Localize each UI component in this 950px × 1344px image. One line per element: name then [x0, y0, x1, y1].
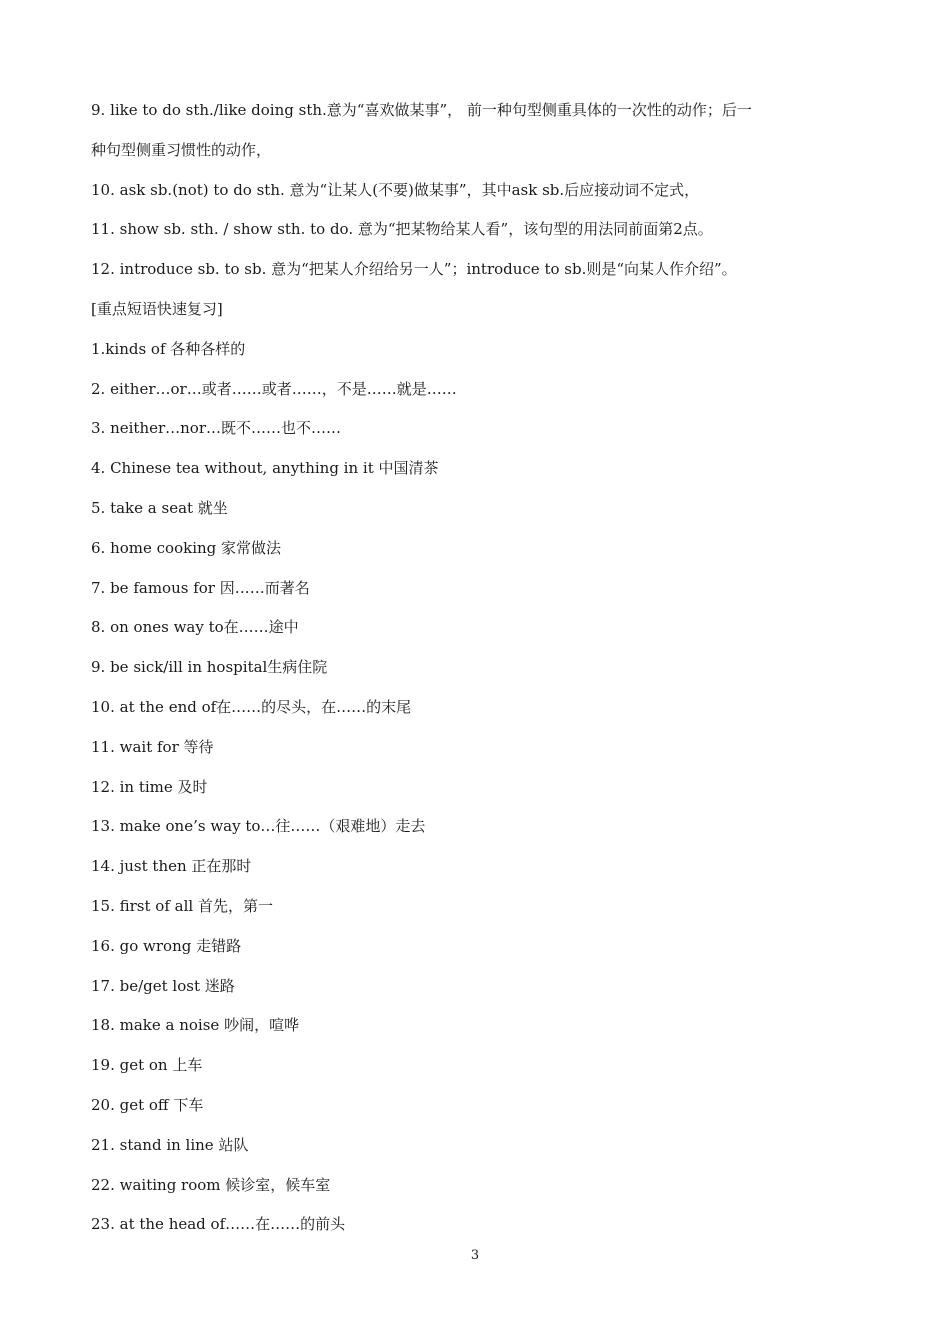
phrase-item: 15. first of all 首先，第一 [91, 896, 273, 915]
phrase-item: 21. stand in line 站队 [91, 1135, 249, 1154]
phrase-item: 19. get on 上车 [91, 1056, 203, 1075]
phrase-item: 1.kinds of 各种各样的 [91, 339, 246, 358]
phrase-item: 12. in time 及时 [91, 777, 208, 796]
phrase-item: 7. be famous for 因……而著名 [91, 578, 310, 597]
phrase-item: 4. Chinese tea without, anything in it 中国清茶 [91, 459, 439, 478]
phrase-item: 18. make a noise 吵闹，喧哗 [91, 1016, 300, 1035]
phrase-item: 22. waiting room 候诊室，候车室 [91, 1175, 331, 1194]
phrase-item: 17. be/get lost 迷路 [91, 976, 235, 995]
phrase-item: 20. get off 下车 [91, 1095, 204, 1114]
document-body [91, 96, 866, 1250]
phrase-item: 8. on ones way to在……途中 [91, 618, 299, 637]
phrase-item: 9. be sick/ill in hospital生病住院 [91, 658, 328, 677]
phrase-item: 14. just then 正在那时 [91, 857, 252, 876]
phrase-item: 13. make one’s way to…往……（艰难地）走去 [91, 817, 426, 836]
grammar-note-line: 9. like to do sth./like doing sth.意为“喜欢做某事”， 前一种句型侧重具体的一次性的动作；后一 [91, 101, 752, 119]
phrase-item: 11. wait for 等待 [91, 737, 214, 756]
grammar-note-line: 种句型侧重习惯性的动作， [91, 140, 272, 159]
phrase-item: 23. at the head of……在……的前头 [91, 1215, 346, 1234]
section-heading: [重点短语快速复习] [91, 299, 223, 318]
page-number: 3 [470, 1248, 480, 1263]
phrase-item: 10. at the end of在……的尽头，在……的末尾 [91, 697, 412, 716]
phrase-item: 3. neither…nor…既不……也不…… [91, 419, 342, 438]
phrase-item: 2. either…or…或者……或者……，不是……就是…… [91, 379, 457, 398]
grammar-note-line: 12. introduce sb. to sb. 意为“把某人介绍给另一人”；introduce to sb.则是“向某人作介绍”。 [91, 260, 737, 279]
grammar-note-line: 11. show sb. sth. / show sth. to do. 意为“把某物给某人看”，该句型的用法同前面第2点。 [91, 220, 713, 239]
grammar-note-line: 10. ask sb.(not) to do sth. 意为“让某人(不要)做某事”，其中ask sb.后应接动词不定式， [91, 180, 700, 199]
phrase-item: 5. take a seat 就坐 [91, 498, 228, 517]
phrase-item: 6. home cooking 家常做法 [91, 538, 282, 557]
phrase-item: 16. go wrong 走错路 [91, 936, 242, 955]
